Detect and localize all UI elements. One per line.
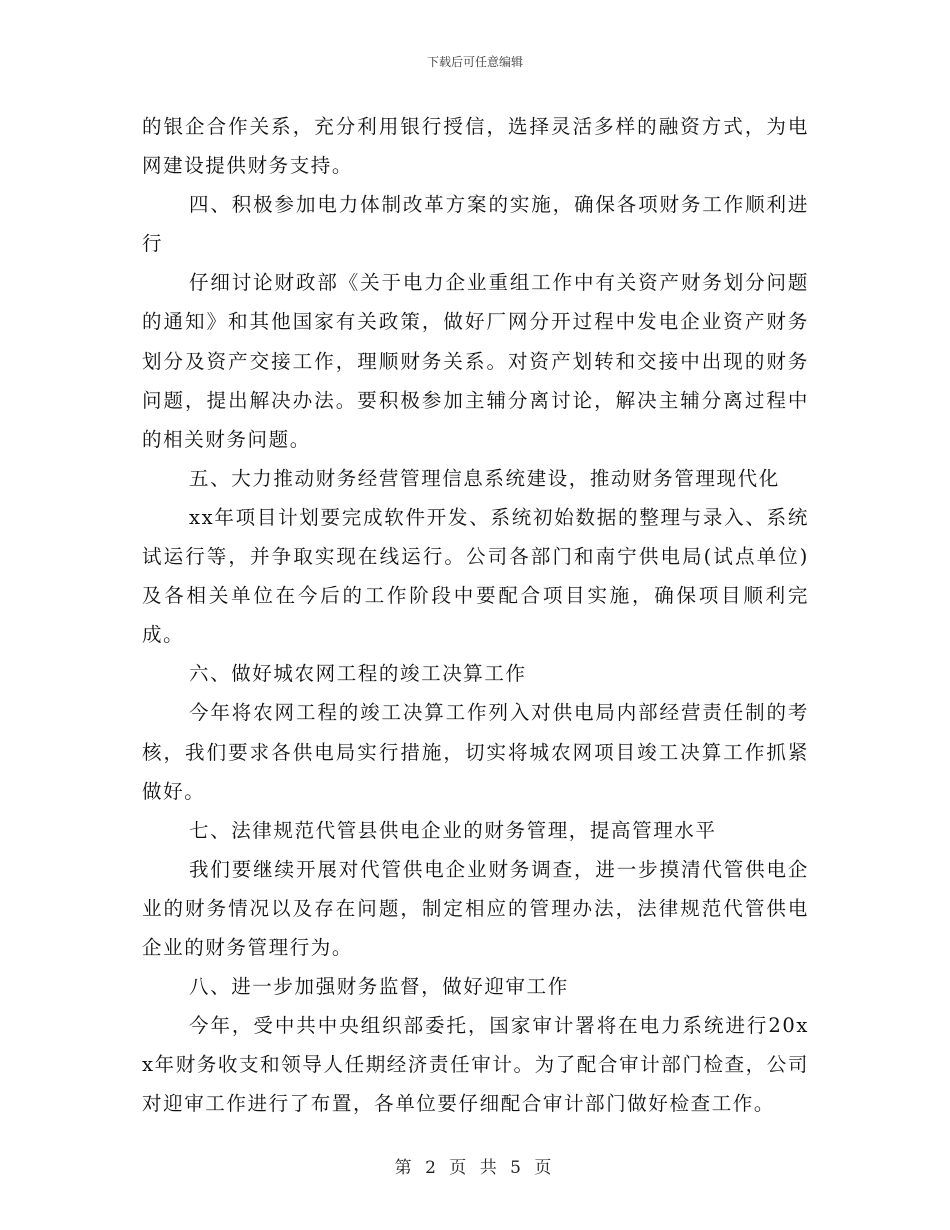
section-heading-6: 六、做好城农网工程的竣工决算工作 [189,662,527,686]
document-body [142,107,809,1123]
paragraph-continuation: 的银企合作关系，充分利用银行授信，选择灵活多样的融资方式，为电网建设提供财务支持。 [142,115,809,178]
paragraph-section-4: 仔细讨论财政部《关于电力企业重组工作中有关资产财务划分问题的通知》和其他国家有关政策，做好厂网分开过程中发电企业资产财务划分及资产交接工作，理顺财务关系。对资产划转和交接中出现的财务问题，提出解决办法。要积极参加主辅分离讨论，解决主辅分离过程中的相关财务问题。 [142,271,809,451]
paragraph-section-6: 今年将农网工程的竣工决算工作列入对供电局内部经营责任制的考核，我们要求各供电局实行措施，切实将城农网项目竣工决算工作抓紧做好。 [142,701,809,803]
section-heading-5: 五、大力推动财务经营管理信息系统建设，推动财务管理现代化 [189,466,780,490]
section-heading-4: 四、积极参加电力体制改革方案的实施，确保各项财务工作顺利进行 [142,193,809,256]
paragraph-section-5: xx年项目计划要完成软件开发、系统初始数据的整理与录入、系统试运行等，并争取实现在线运行。公司各部门和南宁供电局(试点单位)及各相关单位在今后的工作阶段中要配合项目实施，确保项目顺利完成。 [142,505,809,647]
paragraph-section-8: 今年，受中共中央组织部委托，国家审计署将在电力系统进行20xx年财务收支和领导人任期经济责任审计。为了配合审计部门检查，公司对迎审工作进行了布置，各单位要仔细配合审计部门做好检查工作。 [142,1014,809,1116]
paragraph-section-7: 我们要继续开展对代管供电企业财务调查，进一步摸清代管供电企业的财务情况以及存在问题，制定相应的管理办法，法律规范代管供电企业的财务管理行为。 [142,857,809,959]
page-number: 第 2 页 共 5 页 [394,1158,556,1178]
section-heading-7: 七、法律规范代管县供电企业的财务管理，提高管理水平 [189,818,717,842]
section-heading-8: 八、进一步加强财务监督，做好迎审工作 [189,975,569,999]
page-header-note: 下载后可任意编辑 [426,55,523,69]
